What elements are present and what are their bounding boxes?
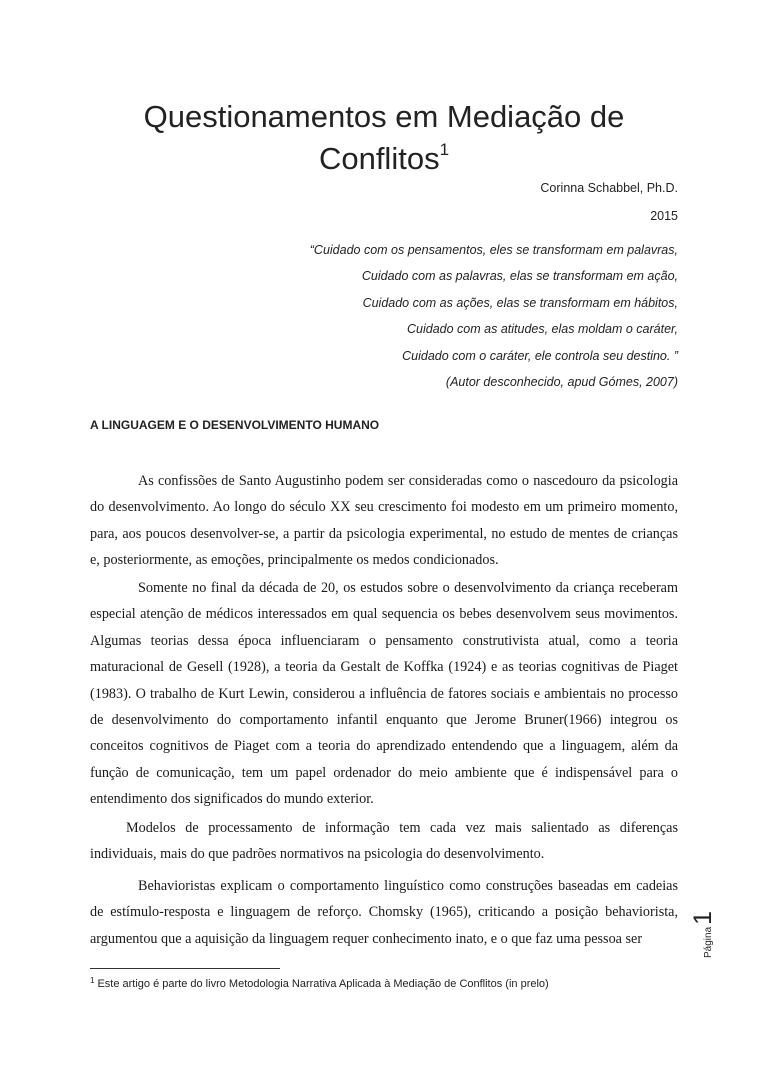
epigraph: [90, 237, 678, 395]
page-number: 1: [689, 910, 717, 925]
title-line-2: Conflitos: [318, 141, 440, 176]
footnote-text: Este artigo é parte do livro Metodologia Narrativa Aplicada à Mediação de Conflitos (in prelo): [97, 978, 549, 990]
author-name: Corinna Schabbel, Ph.D.: [540, 181, 678, 195]
epigraph-line: Cuidado com as ações, elas se transformam em hábitos,: [362, 295, 678, 310]
page-label-word: Página: [703, 926, 714, 958]
footnote-separator: [90, 968, 280, 969]
epigraph-line: Cuidado com as atitudes, elas moldam o caráter,: [407, 322, 678, 337]
title-footnote-mark: 1: [439, 140, 450, 159]
document-title: [90, 96, 678, 180]
body-paragraph-3: [90, 815, 678, 868]
paragraph-text: As confissões de Santo Augustinho podem ser consideradas como o nascedouro da psicologia do desenvolvimento. Ao longo do século XX seu crescimento foi modesto em um primeiro momento, para, aos poucos desenvolver-se, a partir da psicologia experimental, no estudo de mentes de crianças e, posteriormente, as emoções, principalmente os medos condicionados.: [90, 473, 678, 569]
paragraph-text: Behavioristas explicam o comportamento linguístico como construções baseadas em cadeias de estímulo-resposta e linguagem de reforço. Chomsky (1965), criticando a posição behaviorista, argumentou que a aquisição da linguagem requer conhecimento inato, e o que faz uma pessoa ser: [90, 878, 678, 947]
footnote-mark: 1: [90, 976, 95, 985]
page-number-box: [687, 880, 717, 958]
page-label: [689, 911, 718, 958]
body-paragraph-2: [90, 575, 678, 813]
epigraph-line: Cuidado com o caráter, ele controla seu destino. ”: [402, 348, 678, 363]
paragraph-text: Somente no final da década de 20, os estudos sobre o desenvolvimento da criança receberam especial atenção de médicos interessados em qual sequencia os bebes desenvolvem seus movimentos. Algumas teorias dessa época influenciaram o pensamento construtivista atual, como a teoria maturacional de Gesell (1928), a teoria da Gestalt de Koffka (1924) e as teorias cognitivas de Piaget (1983). O trabalho de Kurt Lewin, considerou a influência de fatores sociais e ambientais no processo de desenvolvimento do comportamento infantil enquanto que Jerome Bruner(1966) integrou os conceitos cognitivos de Piaget com a teoria do aprendizado entendendo que a linguagem, além da função de comunicação, tem um papel ordenador do meio ambiente que é indispensável para o entendimento dos significados do mundo exterior.: [90, 580, 678, 808]
body-paragraph-4: [90, 873, 678, 952]
paragraph-text: Modelos de processamento de informação tem cada vez mais salientado as diferenças individuais, mais do que padrões normativos na psicologia do desenvolvimento.: [90, 820, 678, 863]
title-line-1: Questionamentos em Mediação de: [143, 99, 625, 134]
section-heading: A LINGUAGEM E O DESENVOLVIMENTO HUMANO: [90, 418, 380, 432]
footnote: [90, 978, 549, 990]
epigraph-attribution: (Autor desconhecido, apud Gómes, 2007): [445, 375, 678, 390]
body-paragraph-1: [90, 468, 678, 574]
publication-year: 2015: [650, 209, 678, 223]
epigraph-line: “Cuidado com os pensamentos, eles se transformam em palavras,: [309, 243, 678, 257]
epigraph-line: Cuidado com as palavras, elas se transformam em ação,: [361, 269, 678, 284]
